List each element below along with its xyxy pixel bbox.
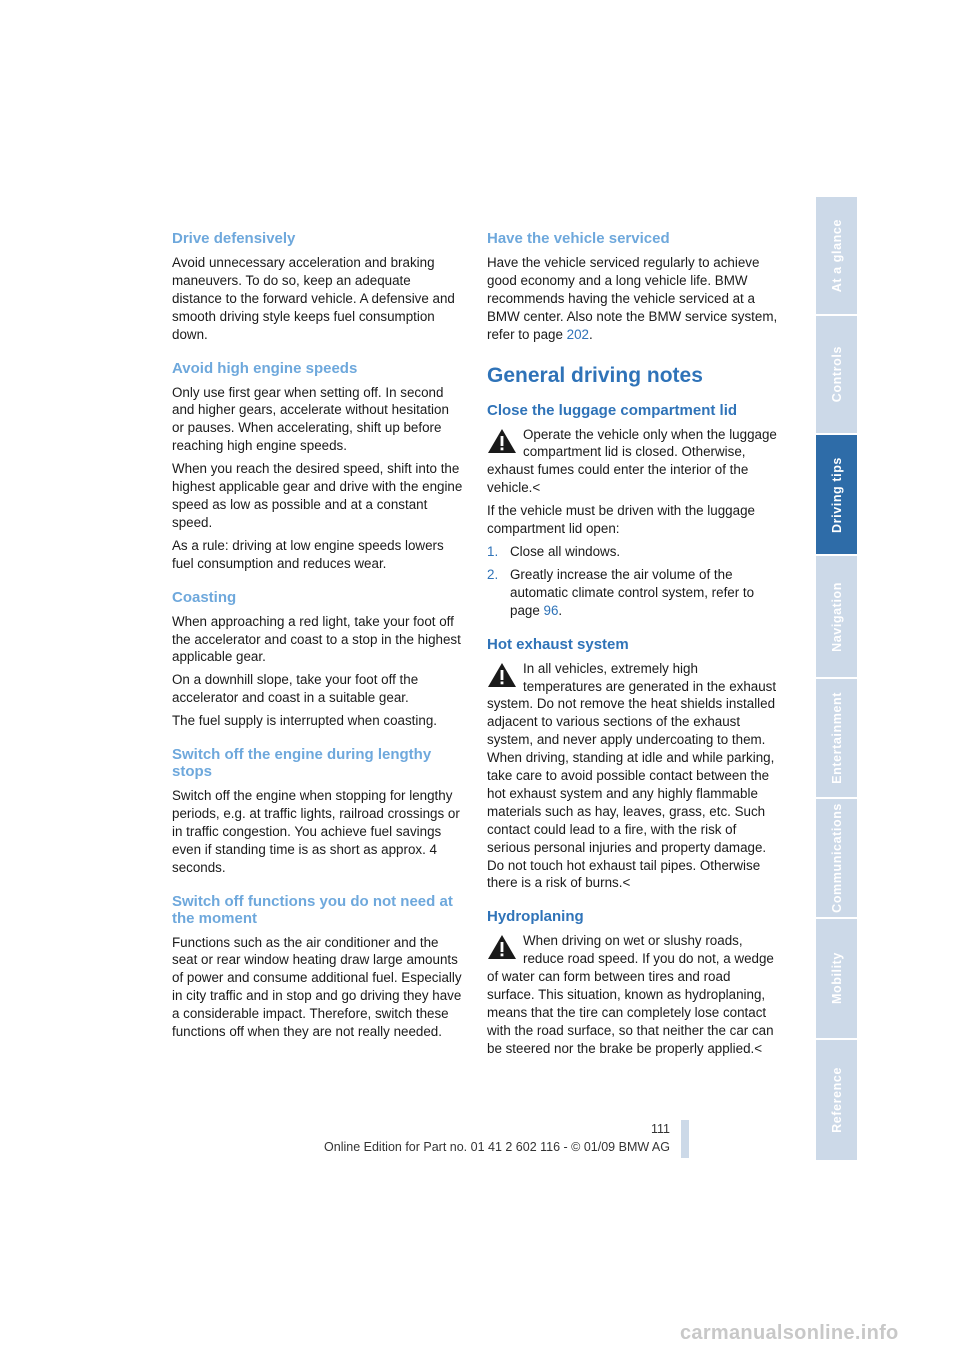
hydroplaning-warning-text: When driving on wet or slushy roads, reduce road speed. If you do not, a wedge of water can form between tires and road surface. This situation, known as hydroplaning, means that the tire can completely lose contact with the road surface, so that neither the car can be steered nor the brake be properly applied. <box>487 933 774 1056</box>
heading-hydroplaning: Hydroplaning <box>487 908 584 926</box>
list-text: Close all windows. <box>510 543 621 559</box>
exhaust-warning <box>487 660 779 893</box>
heading-drive-defensively: Drive defensively <box>172 230 296 247</box>
tab-reference[interactable]: Reference <box>816 1040 857 1160</box>
heading-switch-off-engine: Switch off the engine during lengthy stops <box>172 746 432 781</box>
page-link-202[interactable]: 202 <box>566 326 589 342</box>
list-text <box>510 566 779 620</box>
heading-switch-off-functions: Switch off functions you do not need at the moment <box>172 892 453 927</box>
list-item <box>487 566 779 620</box>
list-item <box>487 543 779 561</box>
tab-navigation[interactable]: Navigation <box>816 556 857 677</box>
heading-avoid-high-engine-speeds: Avoid high engine speeds <box>172 359 358 377</box>
coasting-p3: The fuel supply is interrupted when coasting. <box>172 713 437 729</box>
page-link-96[interactable]: 96 <box>543 602 559 618</box>
step2-end: . <box>558 602 563 618</box>
luggage-intro: If the vehicle must be driven with the luggage compartment lid open: <box>487 503 755 537</box>
right-column <box>487 230 779 1063</box>
page-number: 111 <box>650 1122 670 1136</box>
warning-triangle-icon <box>487 428 517 454</box>
tab-mobility[interactable]: Mobility <box>816 919 857 1038</box>
tab-entertainment[interactable]: Entertainment <box>816 679 857 797</box>
luggage-warning-text: Operate the vehicle only when the luggage compartment lid is closed. Otherwise, exhaust fumes could enter the interior of the vehicle. <box>487 426 777 496</box>
section-tabs <box>816 197 857 1160</box>
serviced-end: . <box>589 326 593 342</box>
end-mark: < <box>532 480 541 496</box>
list-number: 2. <box>487 566 499 582</box>
watermark: carmanualsonline.info <box>680 1322 899 1344</box>
heading-general-driving-notes: General driving notes <box>487 363 703 387</box>
tab-communications[interactable]: Communications <box>816 799 857 917</box>
warning-triangle-icon <box>487 934 517 960</box>
tab-at-a-glance[interactable]: At a glance <box>816 197 857 314</box>
tab-controls[interactable]: Controls <box>816 316 857 433</box>
luggage-warning <box>487 426 779 498</box>
coasting-p1: When approaching a red light, take your foot off the accelerator and coast to a stop in the highest applicable gear. <box>172 613 461 665</box>
end-mark: < <box>622 875 631 891</box>
step2-body: Greatly increase the air volume of the automatic climate control system, refer to page <box>510 566 755 618</box>
heading-hot-exhaust-system: Hot exhaust system <box>487 635 629 653</box>
footer-bar <box>681 1120 689 1158</box>
warning-triangle-icon <box>487 662 517 688</box>
serviced-text <box>487 254 779 344</box>
avoid-high-speeds-p3: As a rule: driving at low engine speeds lowers fuel consumption and reduces wear. <box>172 537 444 571</box>
left-column <box>172 230 464 1046</box>
footer-text: Online Edition for Part no. 01 41 2 602 116 - © 01/09 BMW AG <box>324 1140 670 1154</box>
heading-have-vehicle-serviced: Have the vehicle serviced <box>487 230 670 247</box>
switch-off-functions-text: Functions such as the air conditioner and the seat or rear window heating draw large amounts of power and consume additional fuel. Especially in city traffic and in stop and go driving they have a considerable impact. Therefore, switch these functions off when they are not really needed. <box>172 934 462 1040</box>
avoid-high-speeds-p1: Only use first gear when setting off. In second and higher gears, accelerate without hesitation or pauses. When accelerating, shift up before reaching high engine speeds. <box>172 384 449 454</box>
drive-defensively-text: Avoid unnecessary acceleration and braking maneuvers. To do so, keep an adequate distance to the forward vehicle. A defensive and smooth driving style keeps fuel consumption down. <box>172 255 455 342</box>
heading-coasting: Coasting <box>172 588 237 606</box>
avoid-high-speeds-p2: When you reach the desired speed, shift into the highest applicable gear and drive with the engine speed as low as possible and at a constant speed. <box>172 461 463 530</box>
hydroplaning-warning <box>487 932 779 1057</box>
exhaust-warning-text: In all vehicles, extremely high temperatures are generated in the exhaust system. Do not remove the heat shields installed adjacent to various sections of the exhaust system, and never apply undercoating to them. When driving, standing at idle and while parking, take care to avoid possible contact between the hot exhaust system and any highly flammable materials such as hay, leaves, grass, etc. Such contact could lead to a fire, with the risk of serious personal injuries and property damage. Do not touch hot exhaust tail pipes. Otherwise there is a risk of burns. <box>487 660 777 891</box>
serviced-body: Have the vehicle serviced regularly to achieve good economy and a long vehicle life. BMW recommends having the vehicle serviced at a BMW center. Also note the BMW service system, refer to page <box>487 255 778 342</box>
coasting-p2: On a downhill slope, take your foot off the accelerator and coast in a suitable gear. <box>172 672 419 706</box>
switch-off-engine-text: Switch off the engine when stopping for lengthy periods, e.g. at traffic lights, railroad crossings or in traffic congestion. You achieve fuel savings even if standing time is as short as approx. 4 seconds. <box>172 788 460 875</box>
end-mark: < <box>754 1040 763 1056</box>
tab-driving-tips[interactable]: Driving tips <box>816 435 857 554</box>
list-number: 1. <box>487 543 499 559</box>
heading-close-luggage-lid: Close the luggage compartment lid <box>487 401 738 419</box>
